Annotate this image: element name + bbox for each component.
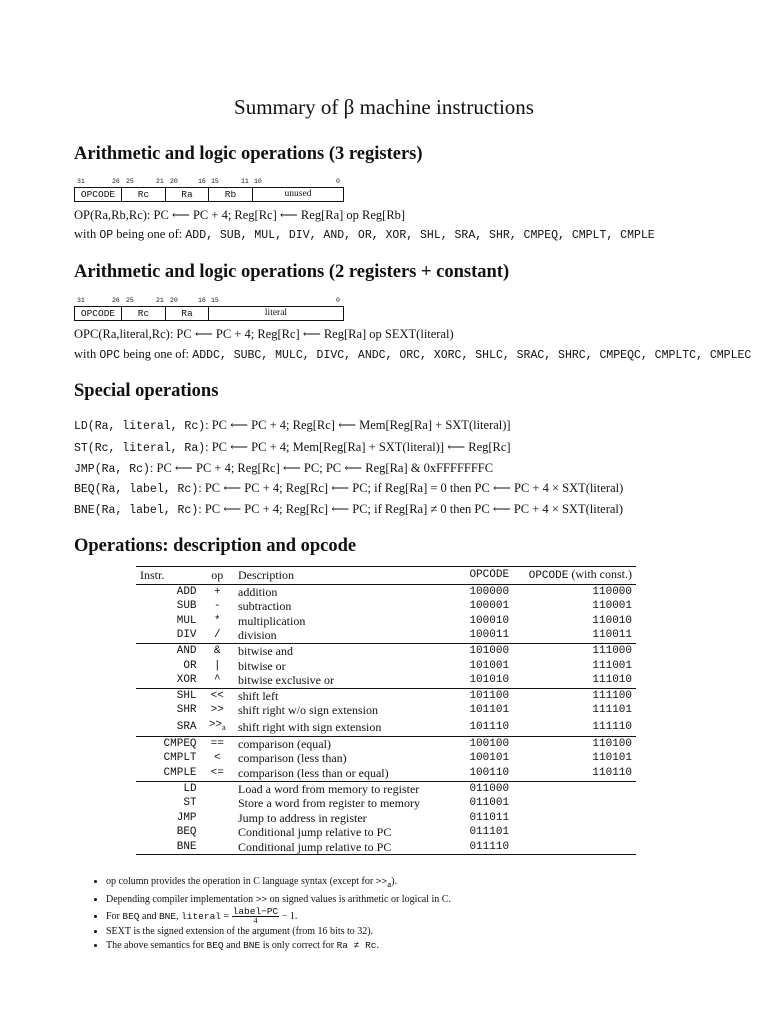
cell-op: << [210,689,224,702]
cell-opcode-const: 111110 [592,720,632,733]
field-rc: Rc [122,307,166,320]
cell-opcode-const: 110010 [592,614,632,627]
with-label: with [74,347,97,361]
cell-instr: SHR [176,704,197,717]
ops-table-body [136,584,636,855]
cell-op: <= [210,766,224,779]
cell-instr: CMPLE [163,766,197,779]
semantics-opc [74,326,454,342]
cell-instr: LD [183,782,197,795]
note-text: The above semantics for [106,940,207,952]
fraction-denominator: 4 [253,915,258,925]
cell-description: bitwise exclusive or [238,673,334,688]
field-rc: Rc [122,188,166,201]
cell-instr: SHL [176,689,197,702]
cell-instr: SUB [176,600,197,613]
cell-op: ^ [213,674,221,687]
note-code: BNE [158,910,177,922]
table-row [136,751,636,766]
cell-opcode: 101100 [469,689,510,702]
bit-21: 21 [156,297,164,304]
cell-opcode: 101110 [469,720,510,733]
cell-opcode: 100001 [469,600,510,613]
bit-25: 25 [126,178,134,185]
col-opcode: OPCODE [469,569,510,581]
cell-description: shift left [238,688,279,703]
bit-26: 26 [112,178,120,185]
beq-call: BEQ(Ra, label, Rc) [74,483,199,496]
cell-instr: DIV [176,629,197,642]
with-label: with [74,227,97,241]
op-names: ADD, SUB, MUL, DIV, AND, OR, XOR, SHL, SRA, SHR, CMPEQ, CMPLT, CMPLE [185,229,655,242]
bit-labels [74,297,344,306]
table-row [136,673,636,688]
cell-op [201,840,234,855]
note-5 [106,939,451,953]
cell-description: shift right with sign extension [238,719,382,734]
cell-opcode-const: 110000 [592,585,632,598]
cell-description: division [238,628,277,643]
bit-20: 20 [170,297,178,304]
cell-opcode: 101000 [469,644,510,657]
cell-opcode: 011101 [469,826,510,839]
table-row [136,736,636,751]
heading-special: Special operations [74,381,219,401]
st-semantics: : PC ⟵ PC + 4; Mem[Reg[Ra] + SXT(literal)] ⟵ Reg[Rc] [205,440,511,454]
cell-opcode: 100101 [469,752,510,765]
note-code: BEQ [206,940,224,952]
page-title: Summary of β machine instructions [234,95,534,119]
table-row [136,659,636,674]
opc-keyword: OPC [99,349,121,362]
table-header-row [136,567,636,585]
table-row [136,718,636,736]
cell-instr: AND [176,644,197,657]
cell-description: bitwise or [238,658,286,673]
cell-opcode-const: 111100 [592,689,632,702]
table-row [136,811,636,826]
col-op: op [211,568,224,582]
cell-opcode: 011011 [469,811,510,824]
heading-arith2: Arithmetic and logic operations (2 registers + constant) [74,262,510,282]
format-diagram-2reg [74,297,344,321]
note-text: , [176,910,182,922]
cell-description: comparison (less than) [238,751,347,766]
being-one-of-label: being one of: [123,347,190,361]
special-beq [74,480,623,496]
cell-op: * [213,614,221,627]
note-text: Depending compiler implementation [106,894,256,906]
jmp-semantics: : PC ⟵ PC + 4; Reg[Rc] ⟵ PC; PC ⟵ Reg[Ra] & 0xFFFFFFFC [149,461,494,475]
note-text: For [106,910,123,922]
cell-opcode-const [525,825,636,840]
format-diagram-3reg [74,178,344,202]
cell-opcode: 101001 [469,659,510,672]
op-semantics: PC ⟵ PC + 4; Reg[Rc] ⟵ Reg[Ra] op Reg[Rb] [153,208,406,222]
bit-31: 31 [77,178,85,185]
bit-15: 15 [211,297,219,304]
cell-opcode-const: 111000 [592,644,632,657]
bit-20: 20 [170,178,178,185]
cell-description: addition [238,584,278,599]
fraction-numerator: label−PC [232,905,279,917]
cell-op: | [213,659,221,672]
table-row [136,825,636,840]
col-opcode-const: OPCODE (with const.) [528,567,632,582]
cell-opcode-const [525,781,636,796]
table-row [136,840,636,855]
table-row [136,781,636,796]
table-row [136,614,636,629]
special-jmp [74,460,493,476]
col-instr: Instr. [140,568,165,582]
cell-op: < [213,752,221,765]
cell-opcode-const: 110100 [592,737,632,750]
cell-opcode: 011001 [469,797,510,810]
cell-instr: SRA [176,720,197,733]
note-code: $>>_a$ [375,876,392,890]
note-code: Ra ≠ Rc [336,940,377,952]
bne-semantics: : PC ⟵ PC + 4; Reg[Rc] ⟵ PC; if Reg[Ra] ≠ 0 then PC ⟵ PC + 4 × SXT(literal) [198,502,624,516]
op-signature: OP(Ra,Rb,Rc): [74,208,151,222]
note-code: BNE [243,940,261,952]
table-row [136,796,636,811]
op-list [74,227,655,242]
cell-opcode: 100100 [469,737,510,750]
bit-21: 21 [156,178,164,185]
cell-instr: ST [183,797,197,810]
bit-26: 26 [112,297,120,304]
col-description: Description [238,568,294,582]
cell-op [201,796,234,811]
cell-opcode-const: 111001 [592,659,632,672]
special-ld [74,417,511,433]
note-4 [106,925,451,939]
opc-list [74,347,751,362]
cell-op: + [213,585,221,598]
ld-semantics: : PC ⟵ PC + 4; Reg[Rc] ⟵ Mem[Reg[Ra] + SXT(literal)] [205,418,511,432]
cell-op [201,825,234,840]
cell-opcode-const: 110110 [592,766,632,779]
note-text: ). [391,876,398,887]
bit-labels [74,178,344,187]
cell-opcode-const: 111010 [592,674,632,687]
notes-list [88,875,451,954]
cell-opcode: 100011 [469,629,510,642]
note-text: − 1. [279,910,298,922]
field-rb: Rb [209,188,253,201]
cell-opcode-const: 110001 [592,600,632,613]
note-3 [106,905,451,925]
field-ra: Ra [166,188,209,201]
cell-op: - [213,600,221,613]
fraction [232,905,280,925]
cell-opcode: 100110 [469,766,510,779]
cell-description: shift right w/o sign extension [238,703,378,718]
note-code: literal [181,910,221,922]
cell-opcode-const [525,840,636,855]
table-row [136,628,636,643]
cell-opcode-const [525,796,636,811]
bit-31: 31 [77,297,85,304]
cell-op: & [213,644,221,657]
cell-description: bitwise and [238,643,293,658]
cell-description: subtraction [238,599,292,614]
bit-0: 0 [336,178,340,185]
bit-10: 10 [254,178,262,185]
cell-opcode: 101101 [469,704,510,717]
cell-instr: MUL [176,614,197,627]
opc-semantics: PC ⟵ PC + 4; Reg[Rc] ⟵ Reg[Ra] op SEXT(literal) [176,327,454,341]
note-text: . [376,940,379,952]
opc-signature: OPC(Ra,literal,Rc): [74,327,174,341]
bit-16: 16 [198,178,206,185]
cell-description: multiplication [238,613,306,628]
note-code: >> [255,894,268,906]
field-ra: Ra [166,307,209,320]
note-text: is only correct for [260,940,337,952]
cell-opcode-const: 110101 [592,752,632,765]
cell-description: Conditional jump relative to PC [238,825,392,840]
cell-op: >> [210,704,224,717]
cell-description: comparison (equal) [238,736,331,751]
cell-op [201,811,234,826]
cell-instr: CMPLT [163,752,197,765]
st-call: ST(Rc, literal, Ra) [74,442,206,455]
bit-16: 16 [198,297,206,304]
cell-description: Load a word from memory to register [238,781,420,796]
cell-opcode: 011000 [469,782,510,795]
field-opcode: OPCODE [75,188,122,201]
cell-instr: BEQ [176,826,197,839]
cell-opcode: 101010 [469,674,510,687]
ops-table [136,566,636,855]
jmp-call: JMP(Ra, Rc) [74,463,150,476]
bne-call: BNE(Ra, label, Rc) [74,504,199,517]
cell-instr: XOR [176,674,197,687]
note-code: BEQ [122,910,140,922]
cell-op: $>>_a$ [208,718,226,733]
special-bne [74,501,623,517]
note-1 [106,875,451,893]
cell-instr: CMPEQ [163,737,197,750]
special-st [74,439,511,455]
op-keyword: OP [99,229,114,242]
table-row [136,703,636,718]
cell-op: / [213,629,221,642]
format-box [74,187,344,202]
cell-description: Conditional jump relative to PC [238,839,392,854]
field-literal: literal [264,308,288,318]
field-opcode: OPCODE [75,307,122,320]
heading-ops-table: Operations: description and opcode [74,536,357,556]
table-row [136,584,636,599]
cell-op [201,781,234,796]
cell-op: == [210,737,224,750]
note-text: and [223,940,244,952]
table-row [136,688,636,703]
cell-instr: OR [183,659,197,672]
cell-opcode-const: 110011 [592,629,632,642]
semantics-op [74,207,405,223]
cell-opcode-const [525,811,636,826]
cell-instr: JMP [176,811,197,824]
cell-description: Store a word from register to memory [238,796,420,811]
table-row [136,766,636,781]
format-box [74,306,344,321]
note-text: = [221,910,232,922]
note-text: and [139,910,159,922]
cell-opcode-const: 111101 [592,704,632,717]
cell-instr: ADD [176,585,197,598]
cell-description: Jump to address in register [238,810,367,825]
opc-names: ADDC, SUBC, MULC, DIVC, ANDC, ORC, XORC, SHLC, SRAC, SHRC, CMPEQC, CMPLTC, CMPLEC [192,349,752,362]
bit-15: 15 [211,178,219,185]
cell-opcode: 100000 [469,585,510,598]
ld-call: LD(Ra, literal, Rc) [74,420,206,433]
table-row [136,643,636,658]
note-text: SEXT is the signed extension of the argument (from 16 bits to 32). [106,925,374,937]
note-text: on signed values is arithmetic or logical in C. [267,894,451,906]
beq-semantics: : PC ⟵ PC + 4; Reg[Rc] ⟵ PC; if Reg[Ra] = 0 then PC ⟵ PC + 4 × SXT(literal) [198,481,624,495]
heading-arith3: Arithmetic and logic operations (3 registers) [74,144,423,164]
table-row [136,599,636,614]
cell-opcode: 100010 [469,614,510,627]
bit-0: 0 [336,297,340,304]
bit-25: 25 [126,297,134,304]
bit-11: 11 [241,178,249,185]
being-one-of-label: being one of: [116,227,183,241]
cell-instr: BNE [176,840,197,853]
cell-opcode: 011110 [469,840,510,853]
note-2 [106,893,451,907]
note-text: op column provides the operation in C language syntax (except for [106,876,376,887]
cell-description: comparison (less than or equal) [238,765,389,780]
field-unused: unused [284,189,312,199]
